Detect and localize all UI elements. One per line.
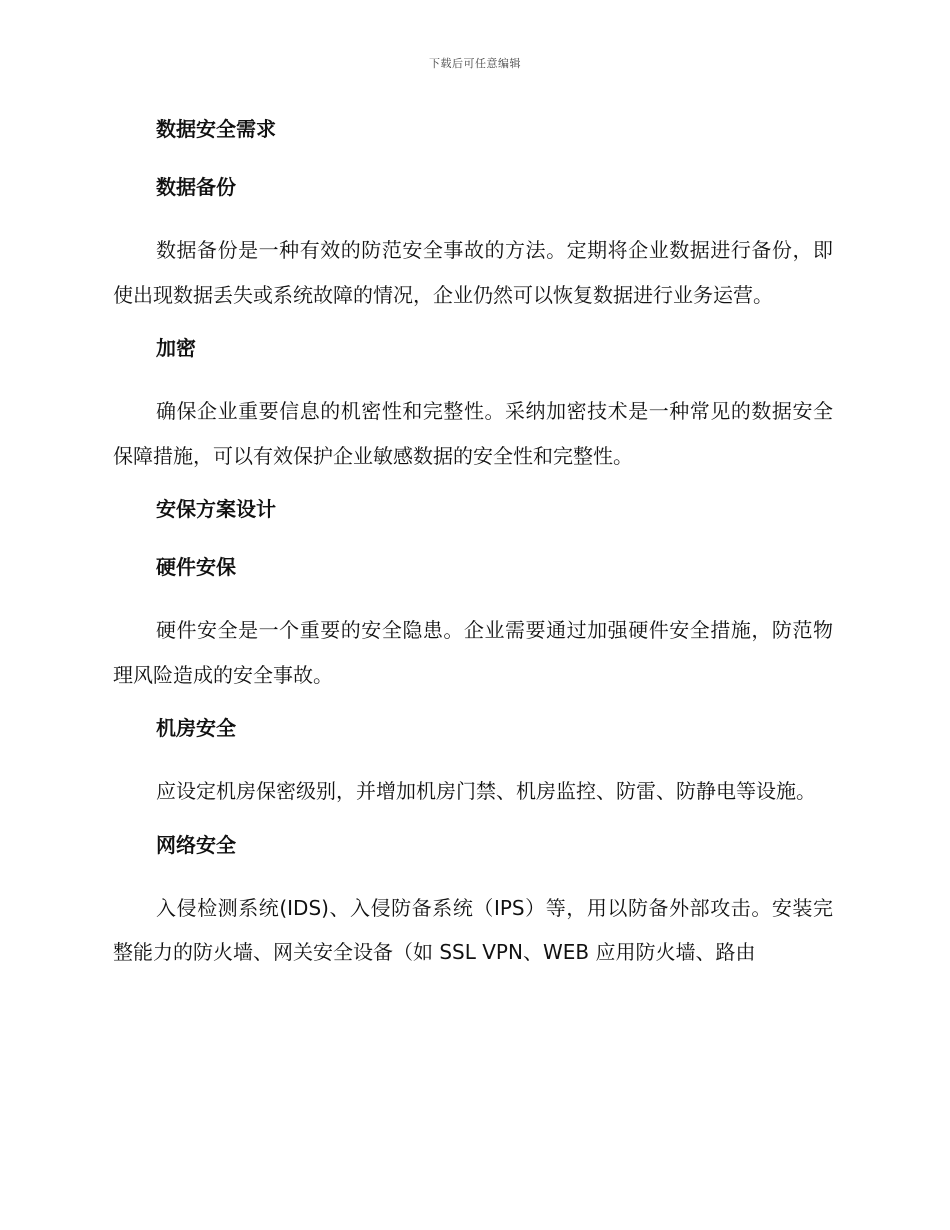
document-body xyxy=(113,112,833,989)
heading-server-room: 机房安全 xyxy=(156,716,236,740)
heading-data-backup: 数据备份 xyxy=(156,175,236,199)
page-header-note: 下载后可任意编辑 xyxy=(429,57,521,70)
heading-data-security: 数据安全需求 xyxy=(156,117,276,141)
paragraph-hardware-security: 硬件安全是一个重要的安全隐患。企业需要通过加强硬件安全措施，防范物理风险造成的安全事故。 xyxy=(113,618,833,687)
paragraph-network-security: 入侵检测系统(IDS)、入侵防备系统（IPS）等，用以防备外部攻击。安装完整能力的防火墙、网关安全设备（如 SSL VPN、WEB 应用防火墙、路由 xyxy=(113,895,833,964)
paragraph-encryption: 确保企业重要信息的机密性和完整性。采纳加密技术是一种常见的数据安全保障措施，可以有效保护企业敏感数据的安全性和完整性。 xyxy=(113,399,833,468)
heading-network-security: 网络安全 xyxy=(156,832,236,857)
heading-security-plan: 安保方案设计 xyxy=(156,497,276,521)
heading-encryption: 加密 xyxy=(156,336,196,360)
heading-hardware-security: 硬件安保 xyxy=(156,555,236,579)
paragraph-data-backup: 数据备份是一种有效的防范安全事故的方法。定期将企业数据进行备份，即使出现数据丢失或系统故障的情况，企业仍然可以恢复数据进行业务运营。 xyxy=(113,238,833,307)
paragraph-server-room: 应设定机房保密级别，并增加机房门禁、机房监控、防雷、防静电等设施。 xyxy=(156,779,816,803)
